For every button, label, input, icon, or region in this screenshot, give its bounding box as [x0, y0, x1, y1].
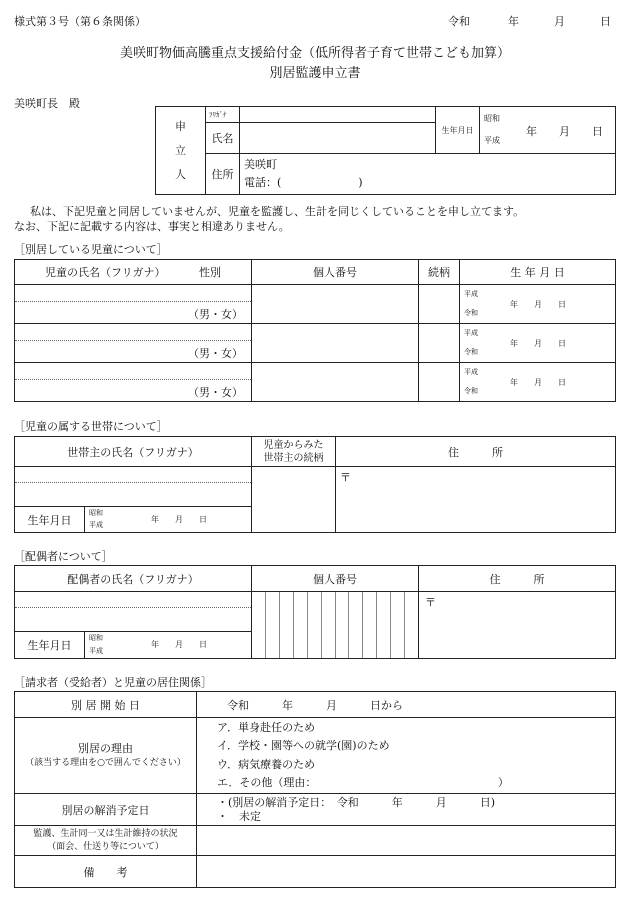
era-heisei: 平成: [484, 136, 500, 145]
form-number: 様式第３号（第６条関係）: [14, 15, 146, 28]
child-birth-field[interactable]: 平成 令和 年 月 日: [460, 363, 616, 402]
spouse-birth-field[interactable]: 昭和 平成 年 月 日: [85, 632, 252, 659]
col-mynumber: 個人番号: [252, 260, 419, 285]
col-spouse-address: 住 所: [419, 566, 616, 592]
name-field[interactable]: [240, 123, 436, 154]
form-date: [448, 13, 618, 29]
name-label: 氏名: [206, 123, 240, 154]
reason-option[interactable]: ア．単身赴任のため: [217, 720, 316, 734]
col-household-address: 住 所: [336, 437, 616, 467]
col-child-name: 児童の氏名（フリガナ） 性別: [15, 260, 252, 285]
addressee: 美咲町長 殿: [14, 97, 80, 110]
statement-line2: なお、下記に記載する内容は、事実と相違ありません。: [14, 220, 290, 233]
sex-option[interactable]: （男・女）: [188, 386, 243, 399]
section2-heading: ［児童の属する世帯について］: [14, 420, 168, 433]
statement-line1: 私は、下記児童と同居していませんが、児童を監護し、生計を同じくしていることを申し立てます。: [30, 205, 525, 218]
child-mynumber-field[interactable]: [252, 285, 419, 324]
spouse-table: [14, 565, 616, 659]
applicant-birth-label: 生年月日: [436, 107, 480, 154]
address-field[interactable]: [240, 154, 616, 195]
applicant-birth-field[interactable]: [480, 107, 616, 154]
end-date-label: 別居の解消予定日: [15, 794, 197, 826]
furigana-label: ﾌﾘｶﾞﾅ: [206, 107, 240, 123]
spouse-address-field[interactable]: [419, 592, 616, 659]
address-phone: 電話：( ): [244, 176, 363, 189]
reason-options: [197, 718, 616, 794]
address-label: 住所: [206, 154, 240, 195]
child-name-field[interactable]: [15, 285, 252, 324]
postal-mark: 〒: [340, 471, 352, 484]
applicant-label: 申 立 人: [156, 107, 206, 195]
child-row: [15, 324, 616, 363]
address-town: 美咲町: [244, 158, 277, 171]
remarks-field[interactable]: [197, 856, 616, 888]
support-status-label: 監護、生計同一又は生計維持の状況 （面会、仕送り等について）: [15, 826, 197, 856]
head-birth-label: 生年月日: [15, 507, 85, 533]
child-mynumber-field[interactable]: [252, 324, 419, 363]
household-address-field[interactable]: [336, 467, 616, 533]
col-head-relation: 児童からみた 世帯主の続柄: [252, 437, 336, 467]
remarks-label: 備 考: [15, 856, 197, 888]
sex-option[interactable]: （男・女）: [188, 308, 243, 321]
child-name-field[interactable]: [15, 324, 252, 363]
date-month: 月: [554, 15, 565, 28]
residence-table: [14, 691, 616, 888]
furigana-field[interactable]: [240, 107, 436, 123]
child-relation-field[interactable]: [419, 285, 460, 324]
child-birth-field[interactable]: 平成 令和 年 月 日: [460, 324, 616, 363]
start-date-field[interactable]: 令和 年 月 日から: [197, 692, 616, 718]
section4-heading: ［請求者（受給者）と児童の居住関係］: [14, 676, 212, 689]
sex-option[interactable]: （男・女）: [188, 347, 243, 360]
form-title: 美咲町物価高騰重点支援給付金（低所得者子育て世帯こども加算）: [119, 46, 510, 61]
era-showa: 昭和: [484, 114, 500, 123]
household-table: [14, 436, 616, 533]
col-relation: 続柄: [419, 260, 460, 285]
spouse-name-field[interactable]: [15, 592, 252, 632]
date-era: 令和: [448, 15, 470, 28]
end-date-options: [197, 794, 616, 826]
child-mynumber-field[interactable]: [252, 363, 419, 402]
head-relation-field[interactable]: [252, 467, 336, 533]
col-spouse-name: 配偶者の氏名（フリガナ）: [15, 566, 252, 592]
end-date-option[interactable]: ・(別居の解消予定日： 令和 年 月 日): [217, 795, 496, 809]
date-year: 年: [508, 15, 519, 28]
col-head-name: 世帯主の氏名（フリガナ）: [15, 437, 252, 467]
end-date-option[interactable]: ・ 未定: [217, 809, 261, 823]
applicant-table: [155, 106, 616, 195]
section1-heading: ［別居している児童について］: [14, 243, 168, 256]
col-spouse-mynumber: 個人番号: [252, 566, 419, 592]
start-date-label: 別 居 開 始 日: [15, 692, 197, 718]
form-subtitle: 別居監護申立書: [269, 66, 361, 81]
head-name-field[interactable]: [15, 467, 252, 507]
child-row: [15, 285, 616, 324]
applicant-ymd: 年 月 日: [526, 125, 603, 138]
child-relation-field[interactable]: [419, 363, 460, 402]
date-day: 日: [600, 15, 611, 28]
spouse-postal-mark: 〒: [425, 596, 437, 609]
children-table: [14, 259, 616, 402]
head-birth-field[interactable]: 昭和 平成 年 月 日: [85, 507, 252, 533]
reason-label: 別居の理由 （該当する理由を○で囲んでください）: [15, 718, 197, 794]
section3-heading: ［配偶者について］: [14, 550, 113, 563]
reason-option[interactable]: イ．学校・園等への就学(園)のため: [217, 739, 390, 752]
child-birth-field[interactable]: 平成 令和 年 月 日: [460, 285, 616, 324]
support-status-field[interactable]: [197, 826, 616, 856]
child-row: [15, 363, 616, 402]
reason-option[interactable]: ウ．病気療養のため: [217, 757, 316, 771]
child-relation-field[interactable]: [419, 324, 460, 363]
spouse-mynumber-field[interactable]: [252, 592, 419, 659]
col-birth: 生 年 月 日: [460, 260, 616, 285]
reason-option[interactable]: エ．その他（理由： ）: [217, 776, 509, 789]
spouse-birth-label: 生年月日: [15, 632, 85, 659]
child-name-field[interactable]: [15, 363, 252, 402]
